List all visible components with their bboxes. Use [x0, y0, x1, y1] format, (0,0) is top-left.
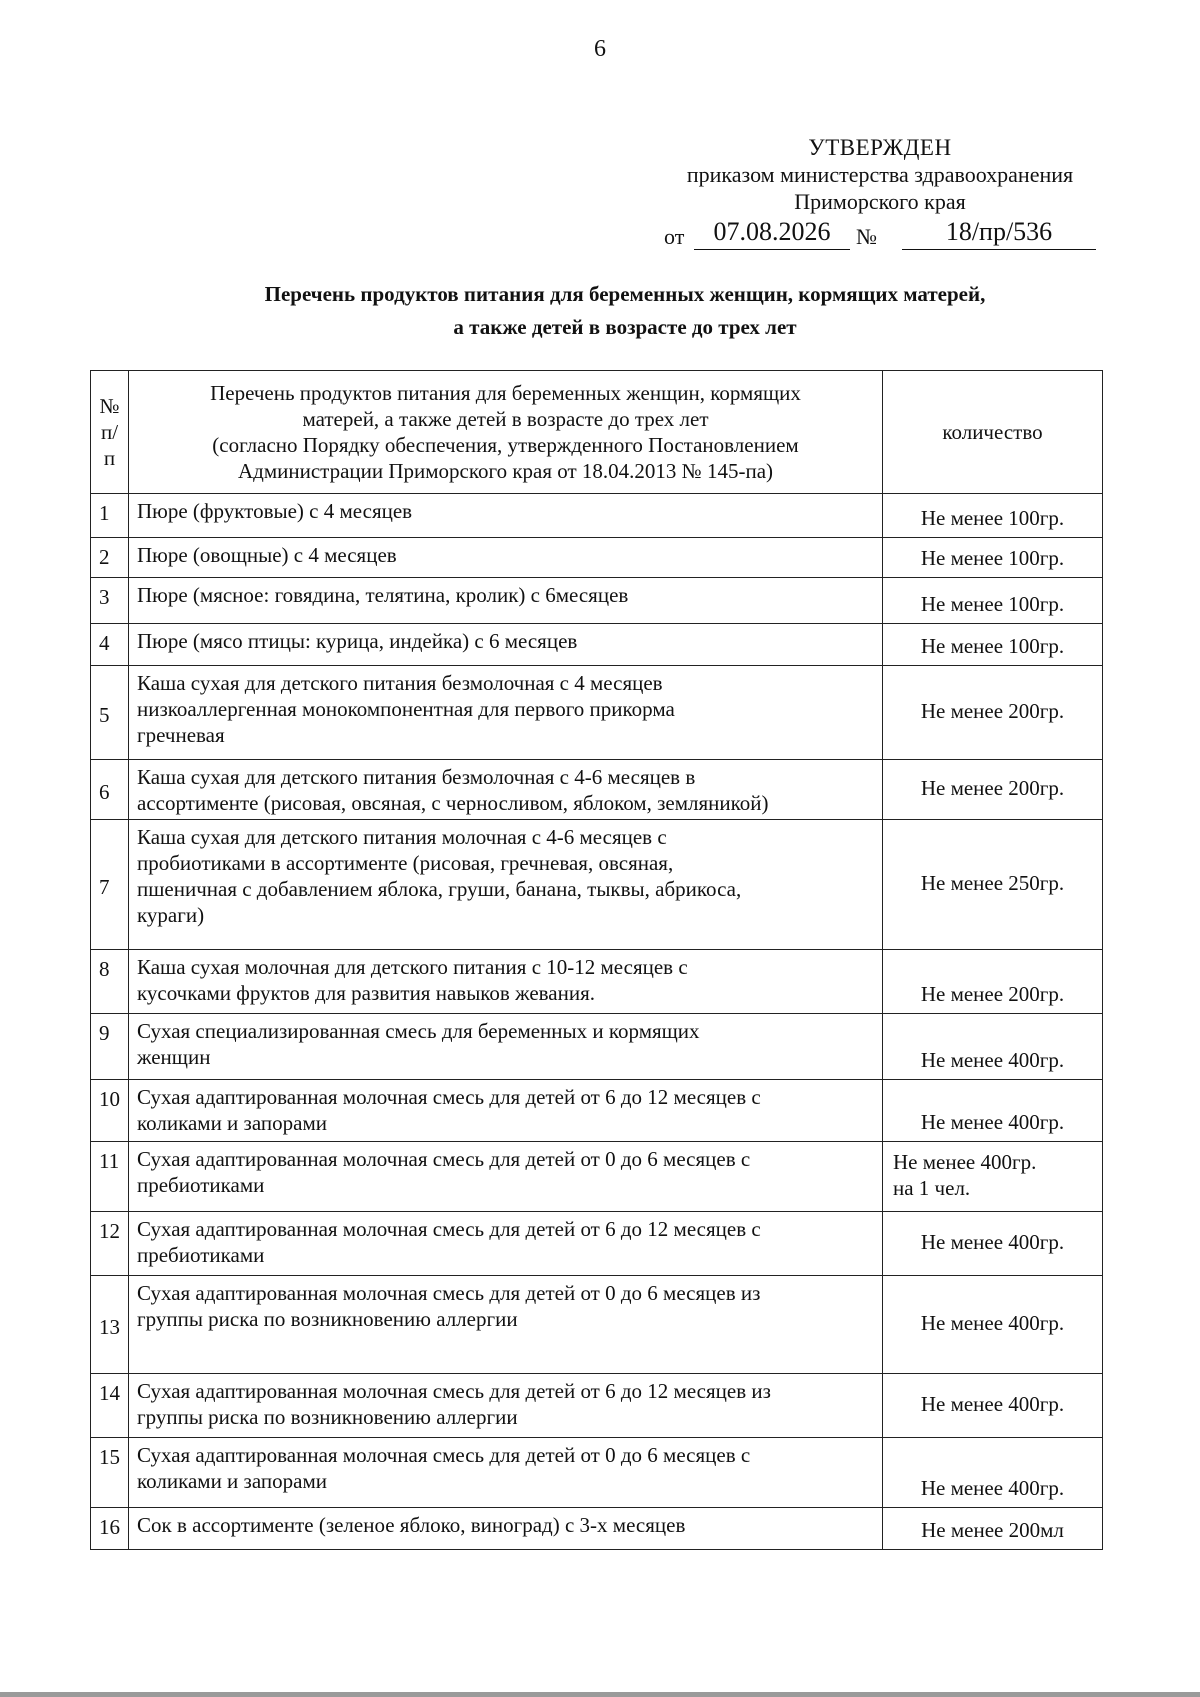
product-name-line: коликами и запорами — [137, 1111, 327, 1135]
product-name-line: пребиотиками — [137, 1173, 265, 1197]
product-name-line: Сухая адаптированная молочная смесь для детей от 0 до 6 месяцев с — [137, 1443, 751, 1467]
product-quantity — [883, 1212, 1103, 1276]
order-date: 07.08.2026 — [694, 217, 850, 250]
header-product-line: (согласно Порядку обеспечения, утвержденного Постановлением — [212, 433, 799, 457]
product-name-line: пребиотиками — [137, 1243, 265, 1267]
quantity-line: Не менее 400гр. — [920, 1310, 1065, 1335]
product-name-line: кураги) — [137, 903, 205, 927]
product-name-line: Пюре (фруктовые) с 4 месяцев — [137, 499, 413, 523]
product-name — [129, 494, 883, 538]
row-number: 10 — [91, 1080, 129, 1142]
product-name-line: ассортименте (рисовая, овсяная, с черносливом, яблоком, земляникой) — [137, 791, 769, 815]
row-number: 14 — [91, 1374, 129, 1438]
product-name — [129, 820, 883, 950]
order-reference — [664, 210, 1096, 250]
product-name-line: Каша сухая для детского питания безмолочная с 4 месяцев — [137, 671, 663, 695]
row-number: 11 — [91, 1142, 129, 1212]
product-name-line: пшеничная с добавлением яблока, груши, банана, тыквы, абрикоса, — [137, 877, 742, 901]
table-row — [91, 1142, 1103, 1212]
approval-heading: УТВЕРЖДЕН — [808, 135, 952, 160]
product-quantity — [883, 820, 1103, 950]
page-number: 6 — [594, 36, 606, 62]
row-number: 7 — [91, 820, 129, 950]
table-row — [91, 1080, 1103, 1142]
product-quantity — [883, 624, 1103, 666]
product-name-line: Сок в ассортименте (зеленое яблоко, виноград) с 3-х месяцев — [137, 1513, 686, 1537]
product-quantity — [883, 1438, 1103, 1508]
product-quantity — [883, 1276, 1103, 1374]
row-number: 12 — [91, 1212, 129, 1276]
product-name-line: Пюре (мясное: говядина, телятина, кролик) с 6месяцев — [137, 583, 629, 607]
product-name — [129, 1014, 883, 1080]
product-name — [129, 578, 883, 624]
product-name — [129, 1080, 883, 1142]
row-number: 8 — [91, 950, 129, 1014]
product-name — [129, 1276, 883, 1374]
row-number: 16 — [91, 1508, 129, 1550]
product-quantity — [883, 950, 1103, 1014]
product-name-line: Сухая адаптированная молочная смесь для детей от 0 до 6 месяцев с — [137, 1147, 751, 1171]
row-number: 3 — [91, 578, 129, 624]
product-name-line: женщин — [137, 1045, 211, 1069]
product-name-line: Сухая адаптированная молочная смесь для детей от 0 до 6 месяцев из — [137, 1281, 761, 1305]
document-title-line-1: Перечень продуктов питания для беременных женщин, кормящих матерей, — [264, 282, 986, 306]
table-row — [91, 1014, 1103, 1080]
quantity-line: Не менее 200гр. — [920, 698, 1065, 723]
approval-line-2: Приморского края — [794, 189, 966, 214]
product-name-line: Пюре (мясо птицы: курица, индейка) с 6 месяцев — [137, 629, 578, 653]
product-name-line: Пюре (овощные) с 4 месяцев — [137, 543, 397, 567]
product-quantity — [883, 666, 1103, 760]
product-name-line: Каша сухая молочная для детского питания с 10-12 месяцев с — [137, 955, 688, 979]
quantity-line: Не менее 100гр. — [920, 592, 1065, 616]
quantity-line: Не менее 400гр. — [893, 1149, 1037, 1174]
table-row — [91, 578, 1103, 624]
header-number-line: № — [99, 394, 120, 418]
row-number: 4 — [91, 624, 129, 666]
product-quantity — [883, 1014, 1103, 1080]
product-name — [129, 1374, 883, 1438]
product-name-line: Сухая адаптированная молочная смесь для детей от 6 до 12 месяцев из — [137, 1379, 771, 1403]
product-name-line: Сухая специализированная смесь для беременных и кормящих — [137, 1019, 700, 1043]
product-name-line: кусочками фруктов для развития навыков жевания. — [137, 981, 596, 1005]
header-product-line: Администрации Приморского края от 18.04.2013 № 145-па) — [237, 459, 774, 483]
quantity-line: Не менее 400гр. — [920, 1110, 1065, 1134]
product-name-line: группы риска по возникновению аллергии — [137, 1307, 518, 1331]
table-row — [91, 494, 1103, 538]
table-row — [91, 1438, 1103, 1508]
table-row — [91, 624, 1103, 666]
header-product-list — [129, 371, 883, 494]
product-name — [129, 666, 883, 760]
table-row — [91, 1374, 1103, 1438]
row-number: 15 — [91, 1438, 129, 1508]
product-quantity — [883, 1080, 1103, 1142]
row-number: 13 — [91, 1276, 129, 1374]
table-header-row — [91, 371, 1103, 494]
product-quantity — [883, 1142, 1103, 1212]
product-name — [129, 1508, 883, 1550]
product-name-line: гречневая — [137, 723, 225, 747]
product-name — [129, 760, 883, 820]
row-number: 5 — [91, 666, 129, 760]
product-quantity — [883, 494, 1103, 538]
header-number — [91, 371, 129, 494]
row-number: 2 — [91, 538, 129, 578]
table-row — [91, 820, 1103, 950]
product-quantity — [883, 1508, 1103, 1550]
product-name-line: группы риска по возникновению аллергии — [137, 1405, 518, 1429]
product-name — [129, 1438, 883, 1508]
header-product-line: матерей, а также детей в возрасте до трех лет — [302, 407, 709, 431]
document-title-line-2: а также детей в возрасте до трех лет — [453, 315, 797, 339]
product-name-line: Сухая адаптированная молочная смесь для детей от 6 до 12 месяцев с — [137, 1085, 761, 1109]
header-product-line: Перечень продуктов питания для беременных женщин, кормящих — [210, 381, 801, 405]
table-row — [91, 1508, 1103, 1550]
table-row — [91, 950, 1103, 1014]
row-number: 9 — [91, 1014, 129, 1080]
order-date-label: от — [664, 224, 685, 249]
quantity-line: Не менее 400гр. — [920, 1476, 1065, 1500]
table-body — [91, 494, 1103, 1550]
order-number: 18/пр/536 — [902, 217, 1096, 250]
product-name-line: коликами и запорами — [137, 1469, 327, 1493]
product-name — [129, 1142, 883, 1212]
product-name — [129, 1212, 883, 1276]
product-quantity — [883, 578, 1103, 624]
table-row — [91, 666, 1103, 760]
scan-bottom-edge — [0, 1692, 1200, 1697]
quantity-line: Не менее 400гр. — [920, 1391, 1065, 1416]
header-number-line: п/п — [100, 420, 119, 470]
products-table — [90, 370, 1103, 1550]
quantity-line: Не менее 100гр. — [920, 546, 1065, 570]
quantity-line: Не менее 100гр. — [920, 634, 1065, 658]
table-row — [91, 1276, 1103, 1374]
quantity-line: Не менее 200мл — [921, 1518, 1064, 1542]
product-name — [129, 538, 883, 578]
quantity-line: Не менее 400гр. — [920, 1048, 1065, 1072]
header-quantity: количество — [883, 371, 1103, 494]
table-row — [91, 538, 1103, 578]
product-quantity — [883, 1374, 1103, 1438]
product-name — [129, 950, 883, 1014]
product-name — [129, 624, 883, 666]
row-number: 1 — [91, 494, 129, 538]
quantity-line: Не менее 200гр. — [920, 775, 1065, 800]
approval-stamp — [660, 134, 1100, 215]
product-quantity — [883, 760, 1103, 820]
approval-line-1: приказом министерства здравоохранения — [686, 162, 1074, 187]
quantity-line: Не менее 100гр. — [920, 506, 1065, 530]
order-number-label: № — [856, 224, 877, 249]
product-quantity — [883, 538, 1103, 578]
product-name-line: Каша сухая для детского питания молочная с 4-6 месяцев с — [137, 825, 667, 849]
quantity-line: Не менее 250гр. — [920, 870, 1065, 895]
product-name-line: пробиотиками в ассортименте (рисовая, гречневая, овсяная, — [137, 851, 674, 875]
quantity-line: Не менее 400гр. — [920, 1229, 1065, 1254]
product-name-line: низкоаллергенная монокомпонентная для первого прикорма — [137, 697, 675, 721]
quantity-line: на 1 чел. — [893, 1175, 971, 1200]
document-title — [0, 278, 1200, 344]
table-row — [91, 1212, 1103, 1276]
product-name-line: Каша сухая для детского питания безмолочная с 4-6 месяцев в — [137, 765, 696, 789]
product-name-line: Сухая адаптированная молочная смесь для детей от 6 до 12 месяцев с — [137, 1217, 761, 1241]
table-row — [91, 760, 1103, 820]
quantity-line: Не менее 200гр. — [920, 982, 1065, 1006]
row-number: 6 — [91, 760, 129, 820]
